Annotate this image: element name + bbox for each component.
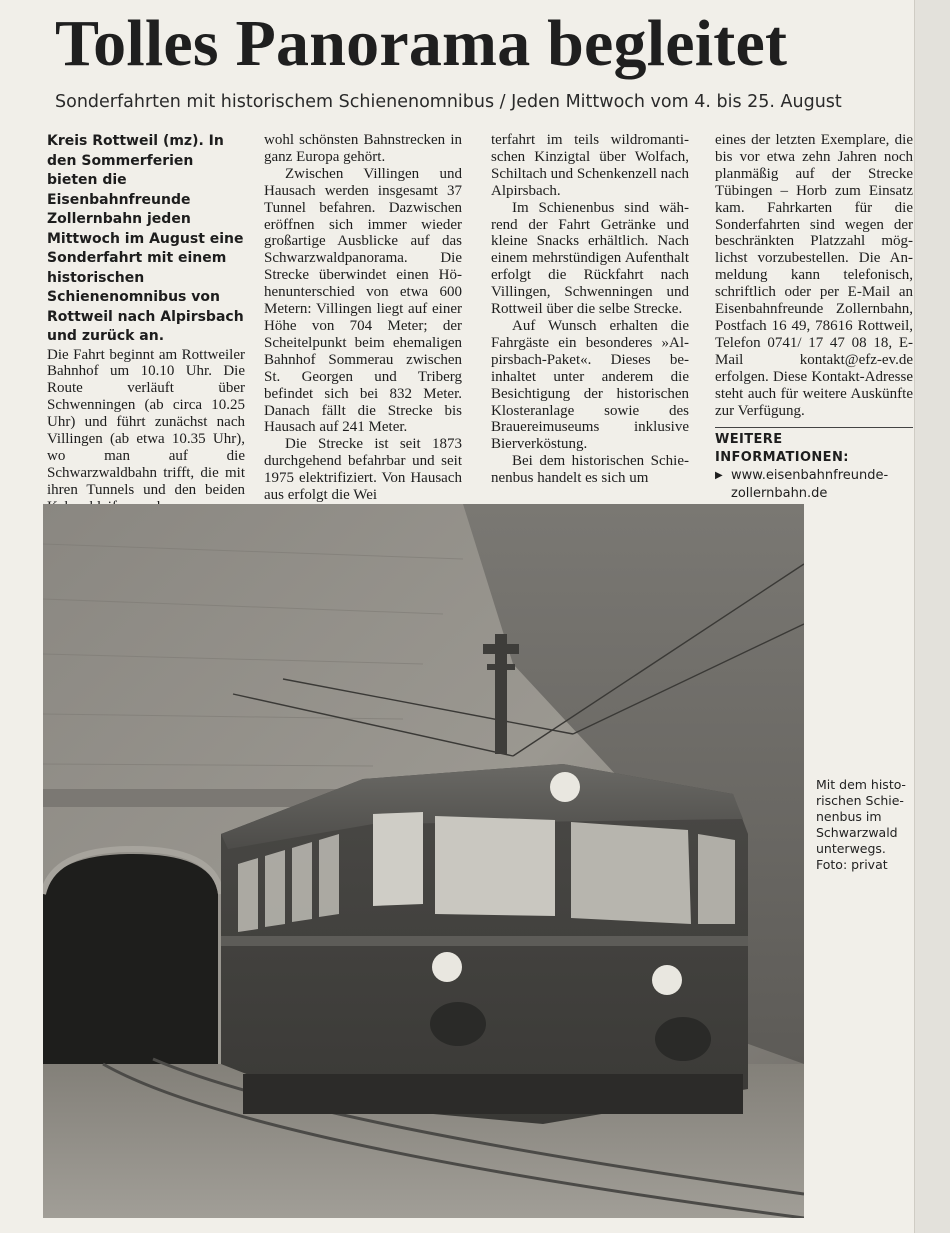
body-paragraph: terfahrt im teils wildromantischen Kinzigtal über Wolfach, Schiltach und Schenkenzell nach Alpirsbach. xyxy=(491,132,689,199)
railbus-photo xyxy=(43,504,804,1218)
info-link[interactable] xyxy=(715,467,913,503)
headline: Tolles Panorama begleitet xyxy=(55,7,788,80)
body-paragraph: Auf Wunsch erhalten die Fahrgäste ein besonderes »Alpirsbach-Paket«. Dieses beinhaltet unter anderem die Besichtigung der historischen Klosteranlage sowie des Brauereimuseums inklusive Bierverköstung. xyxy=(491,317,689,453)
photo-caption: Mit dem historischen Schienenbus im Schwarzwald unterwegs. Foto: privat xyxy=(816,777,906,872)
info-divider xyxy=(715,427,913,428)
triangle-right-icon: ▶ xyxy=(715,470,723,482)
article-column-2 xyxy=(264,132,462,504)
article-column-3 xyxy=(491,132,689,487)
body-paragraph: Bei dem historischen Schienenbus handelt es sich um xyxy=(491,453,689,487)
body-paragraph: Im Schienenbus sind während der Fahrt Getränke und kleine Snacks erhältlich. Nach einem mehrstündigen Aufenthalt erfolgt die Rückfahrt nach Villingen, Schwenningen und Rottweil über die selbe Strecke. xyxy=(491,199,689,318)
article-column-1 xyxy=(47,132,245,516)
subheadline: Sonderfahrten mit historischem Schienenomnibus / Jeden Mittwoch vom 4. bis 25. August xyxy=(55,92,842,112)
body-paragraph: wohl schönsten Bahnstrecken in ganz Europa gehört. xyxy=(264,132,462,165)
body-paragraph: Die Fahrt beginnt am Rottweiler Bahnhof um 10.10 Uhr. Die Route verläuft über Schwenningen (ab circa 10.25 Uhr) und führt zunächst nach Villingen (ab etwa 10.35 Uhr), wo man auf die Schwarzwaldbahn trifft, die mit ihren Tunnels und den beiden xyxy=(47,346,245,498)
lead-paragraph: Kreis Rottweil (mz). In den Sommerferien bieten die Eisenbahnfreunde Zollernbahn jeden Mittwoch im August eine Sonderfahrt mit einem historischen Schienenomnibus von Rottweil nach Alpirsbach und zurück an. xyxy=(47,133,244,344)
body-paragraph: Zwischen Villingen und Hausach werden insgesamt 37 Tunnel befahren. Dazwischen eröffnen sich immer wieder großartige Ausblicke auf das Schwarzwaldpanorama. Die Strecke überwindet einen Höhenunterschied von etwa 600 Metern: Villingen liegt auf einer Höhe von 704 Meter; der Scheitelpunkt beim ehemaligen Bahnhof Sommerau zwischen St. Georgen und Triberg befindet sich bei 832 Meter. Danach fällt die Strecke bis Hausach auf 241 Meter. xyxy=(264,165,462,436)
info-heading: WEITERE INFORMATIONEN: xyxy=(715,432,849,466)
article-column-4 xyxy=(715,132,913,503)
adjacent-page-strip xyxy=(914,0,950,1233)
info-link-text[interactable]: www.eisenbahnfreunde-zollernbahn.de xyxy=(731,468,889,502)
body-paragraph: eines der letzten Exemplare, die bis vor etwa zehn Jahren noch planmäßig auf der Strecke Tübingen – Horb zum Einsatz kam. Fahrkarten für die Sonderfahrten sind wegen der beschränkten Platzzahl möglichst vorzubestellen. Die Anmeldung kann telefonisch, schriftlich oder per E-Mail an Eisenbahnfreunde Zollernbahn, Postfach 16 49, 78616 Rottweil, Telefon 0741/ 17 47 08 18, E-Mail kontakt@efz-ev.de erfolgen. Diese Kontakt-Adresse steht auch für weitere Auskünfte zur Verfügung. xyxy=(715,132,913,419)
body-paragraph: Die Strecke ist seit 1873 durchgehend befahrbar und seit 1975 elektrifiziert. Von Hausach aus erfolgt die Wei xyxy=(264,436,462,504)
